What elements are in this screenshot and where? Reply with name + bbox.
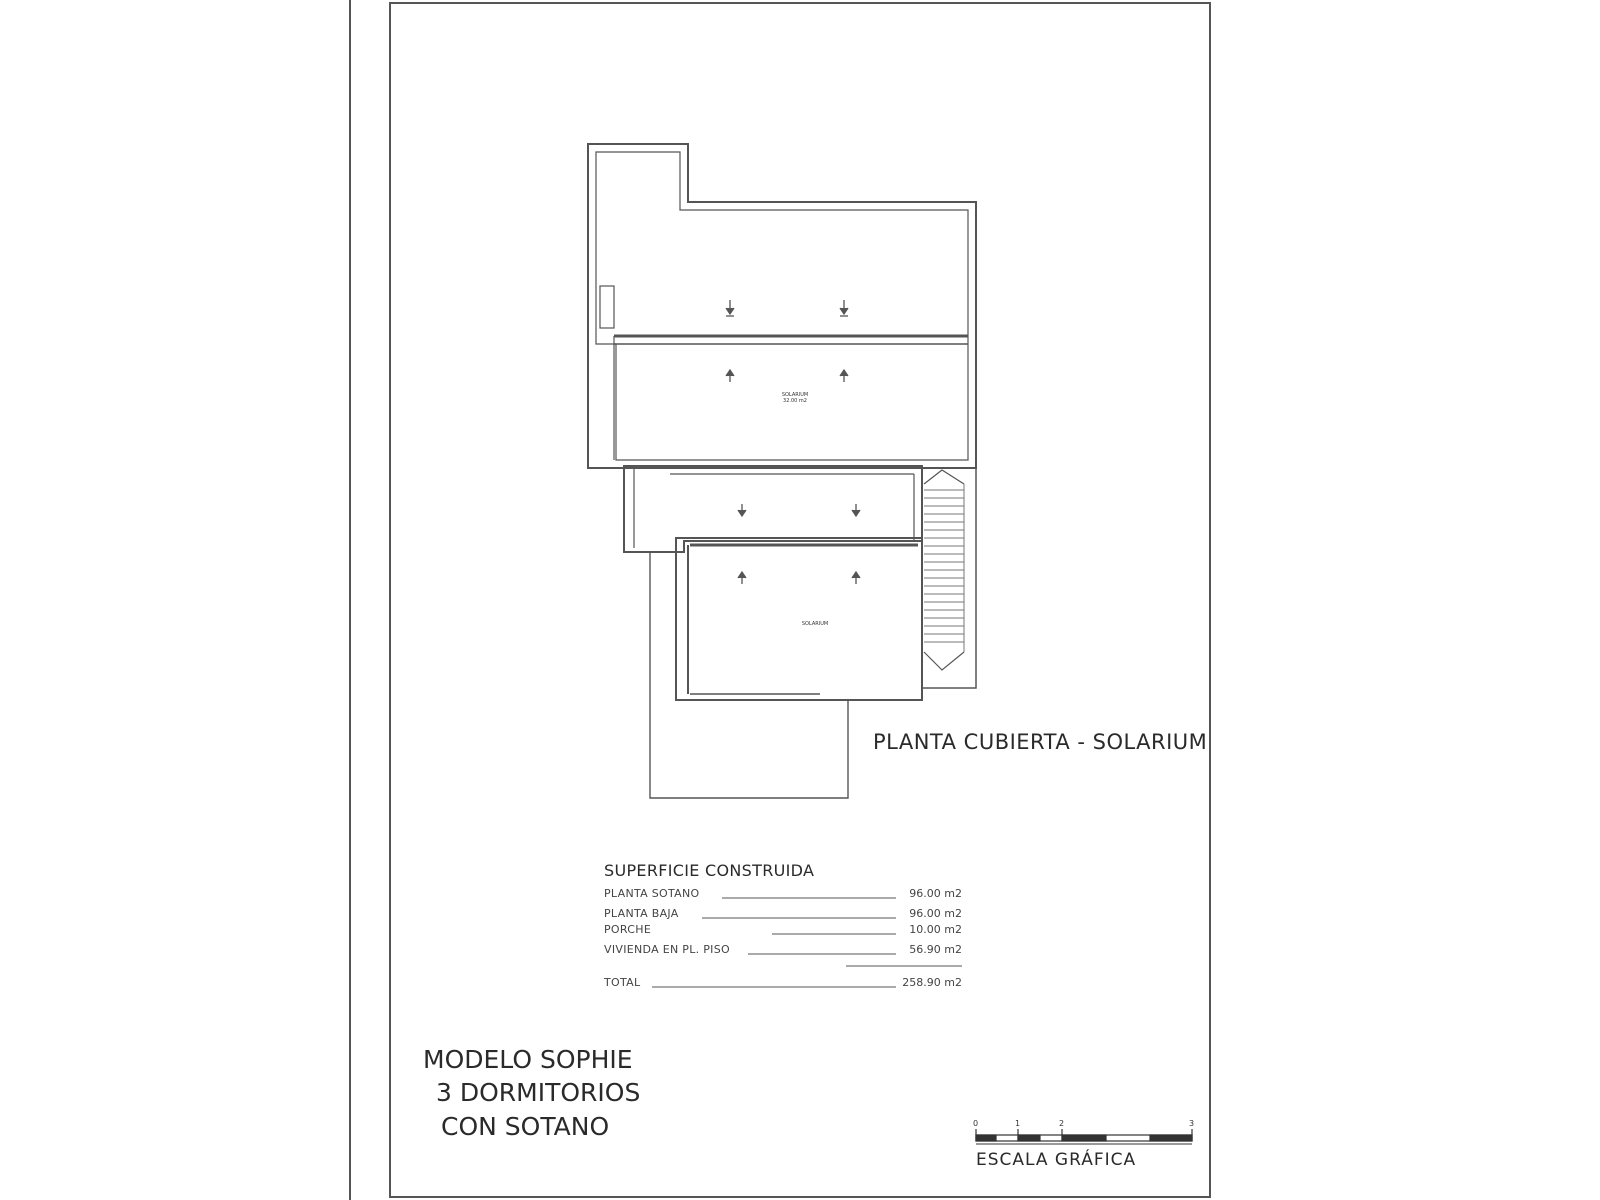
surface-total-value: 258.90 m2 (902, 976, 962, 989)
scale-bar (976, 1129, 1192, 1144)
lower-block-outline (676, 538, 922, 700)
scale-tick-label: 2 (1059, 1119, 1065, 1128)
room-area: 32.00 m2 (783, 398, 807, 404)
stair-bottom-diagonal (924, 652, 964, 670)
drain-arrow (840, 300, 848, 316)
scale-tick-label: 1 (1015, 1119, 1021, 1128)
room-label-solarium-upper (770, 392, 820, 404)
stair-treads (924, 484, 964, 652)
room-name: SOLARIUM (781, 392, 809, 398)
drain-arrow (738, 504, 746, 516)
drain-arrow (840, 370, 848, 382)
upper-block-outline (588, 144, 976, 468)
room-name: SOLARIUM (801, 621, 829, 627)
surface-row-value: 96.00 m2 (909, 907, 962, 920)
model-name: MODELO SOPHIE (423, 1045, 633, 1074)
sheet-border (390, 3, 1210, 1197)
plan-title: PLANTA CUBIERTA - SOLARIUM (873, 730, 1208, 754)
scale-title: ESCALA GRÁFICA (976, 1150, 1137, 1170)
surface-row-label: PORCHE (604, 923, 652, 936)
surface-row-label: VIVIENDA EN PL. PISO (604, 943, 730, 956)
roof-floor-plan (588, 144, 976, 798)
surface-row-value: 56.90 m2 (909, 943, 962, 956)
scale-tick-label: 3 (1189, 1119, 1195, 1128)
surface-table-title: SUPERFICIE CONSTRUIDA (604, 861, 815, 880)
surface-row-value: 96.00 m2 (909, 887, 962, 900)
scale-tick-label: 0 (973, 1119, 979, 1128)
model-bedrooms: 3 DORMITORIOS (436, 1078, 641, 1107)
drain-arrow (852, 504, 860, 516)
upper-block-inner (596, 152, 968, 460)
model-basement: CON SOTANO (441, 1112, 610, 1141)
surface-total-label: TOTAL (604, 976, 641, 989)
drain-arrow (726, 370, 734, 382)
surface-row-value: 10.00 m2 (909, 923, 962, 936)
room-label-solarium-lower (790, 621, 840, 627)
surface-row-label: PLANTA SOTANO (604, 887, 700, 900)
drain-arrow (726, 300, 734, 316)
surface-row-label: PLANTA BAJA (604, 907, 679, 920)
stair-top-diagonal (924, 470, 964, 484)
drain-arrow (738, 572, 746, 584)
chimney-box (600, 286, 614, 328)
drain-arrow (852, 572, 860, 584)
porch-outline (650, 552, 848, 798)
middle-band-outline (624, 466, 922, 552)
